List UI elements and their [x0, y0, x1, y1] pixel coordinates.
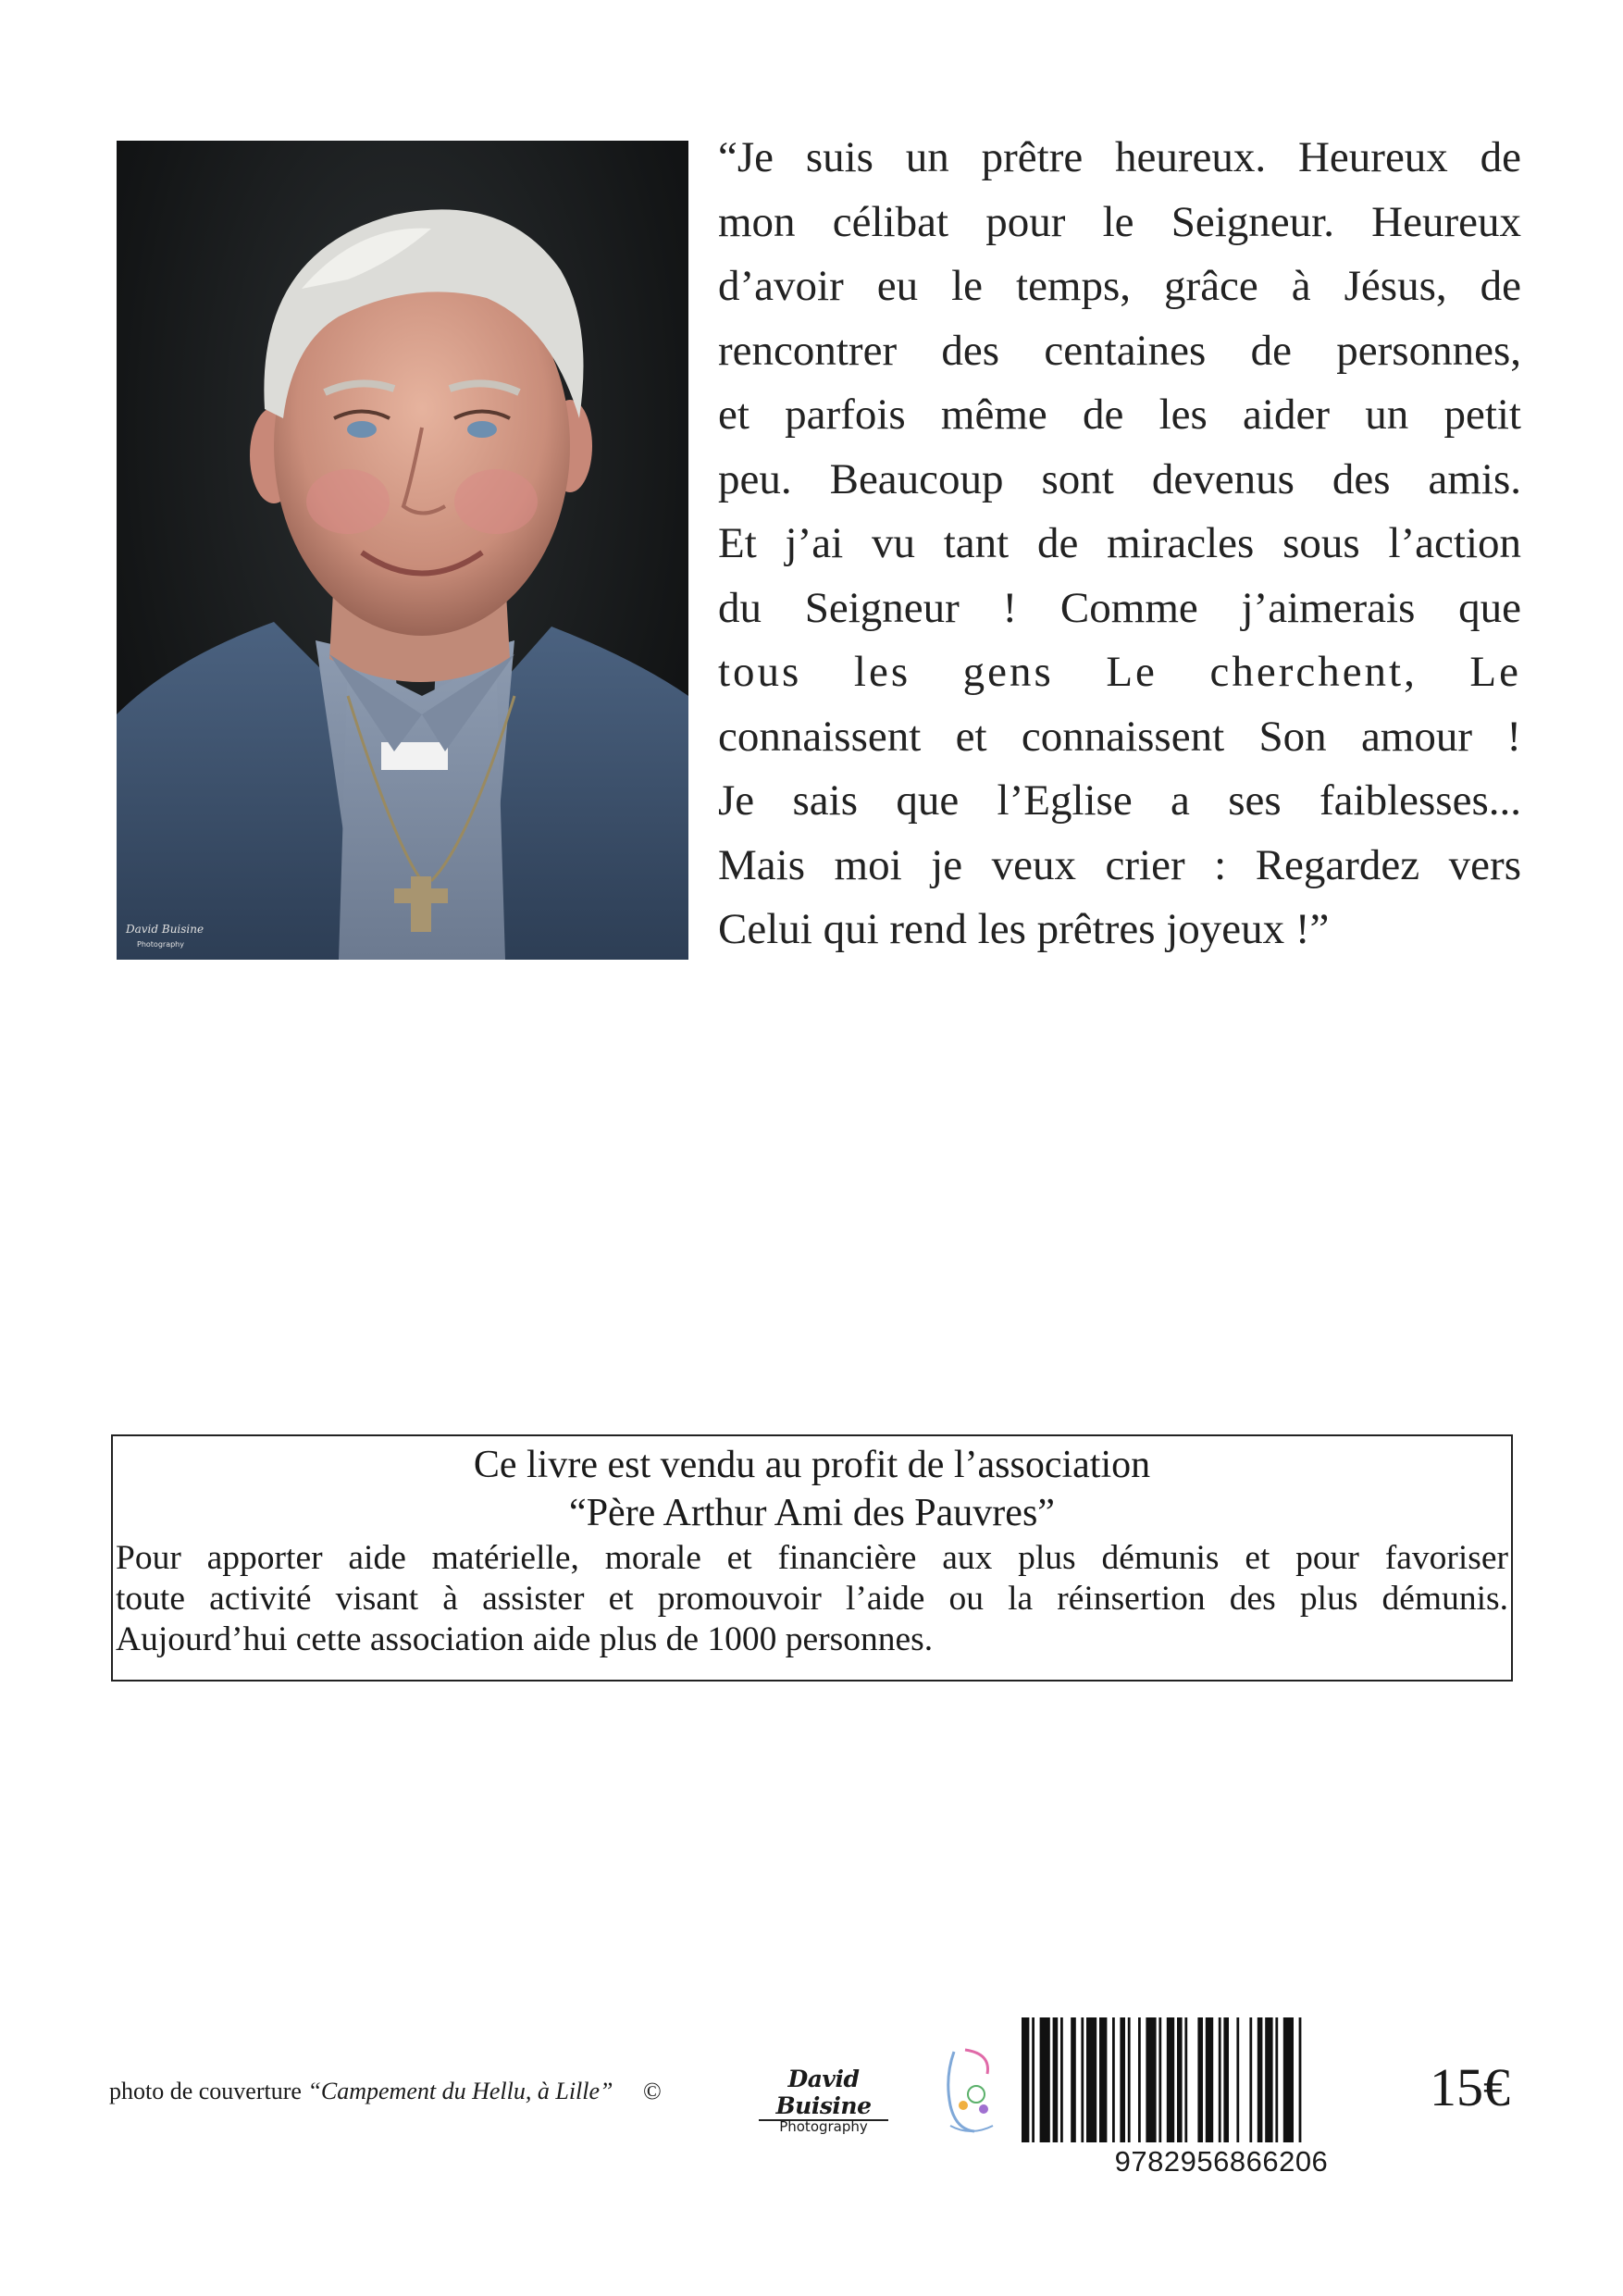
cover-photo-credit [109, 2078, 662, 2105]
description-line: Pour apporter aide matérielle, morale et financière aux plus démunis et pour favoriser [116, 1539, 1508, 1577]
isbn-number: 9782956866206 [1114, 2145, 1329, 2178]
copyright-symbol: © [643, 2078, 662, 2104]
association-name: “Père Arthur Ami des Pauvres” [569, 1492, 1055, 1534]
quote-line: connaissent et connaissent Son amour ! [718, 712, 1521, 761]
isbn-barcode [1018, 2017, 1416, 2156]
credit-title: “Campement du Hellu, à Lille” [307, 2078, 613, 2104]
quote-line: peu. Beaucoup sont devenus des amis. [718, 454, 1521, 503]
photographer-logo [740, 2066, 907, 2135]
price: 15€ [1430, 2057, 1510, 2117]
quote-line: tous les gens Le cherchent, Le [718, 648, 1521, 696]
photographer-subtitle: Photography [779, 2118, 868, 2135]
watermark-signature: David Buisine [126, 923, 204, 936]
photographer-signature: David Buisine [775, 2066, 872, 2119]
portrait-illustration [117, 141, 688, 960]
association-title: Ce livre est vendu au profit de l’association [473, 1444, 1151, 1486]
watermark-subtitle: Photography [137, 940, 184, 949]
quote-line: rencontrer des centaines de personnes, [718, 326, 1521, 375]
quote-line: et parfois même de les aider un petit [718, 391, 1521, 439]
author-portrait [117, 141, 688, 960]
credit-prefix: photo de couverture [109, 2078, 302, 2104]
quote-line: Mais moi je veux crier : Regardez vers [718, 840, 1521, 889]
association-logo-icon [937, 2041, 1004, 2141]
author-quote [718, 126, 1521, 962]
quote-line: mon célibat pour le Seigneur. Heureux [718, 197, 1521, 246]
description-line: toute activité visant à assister et promouvoir l’aide ou la réinsertion des plus démunis. [116, 1580, 1508, 1618]
quote-line: Celui qui rend les prêtres joyeux !” [718, 905, 1330, 953]
quote-line: “Je suis un prêtre heureux. Heureux de [718, 133, 1521, 181]
association-description [116, 1538, 1508, 1660]
quote-line: du Seigneur ! Comme j’aimerais que [718, 583, 1521, 632]
quote-line: Et j’ai vu tant de miracles sous l’action [718, 519, 1521, 567]
association-box [111, 1434, 1513, 1682]
quote-line: Je sais que l’Eglise a ses faiblesses... [718, 776, 1521, 825]
quote-line: d’avoir eu le temps, grâce à Jésus, de [718, 262, 1521, 310]
description-line: Aujourd’hui cette association aide plus de 1000 personnes. [116, 1620, 934, 1658]
